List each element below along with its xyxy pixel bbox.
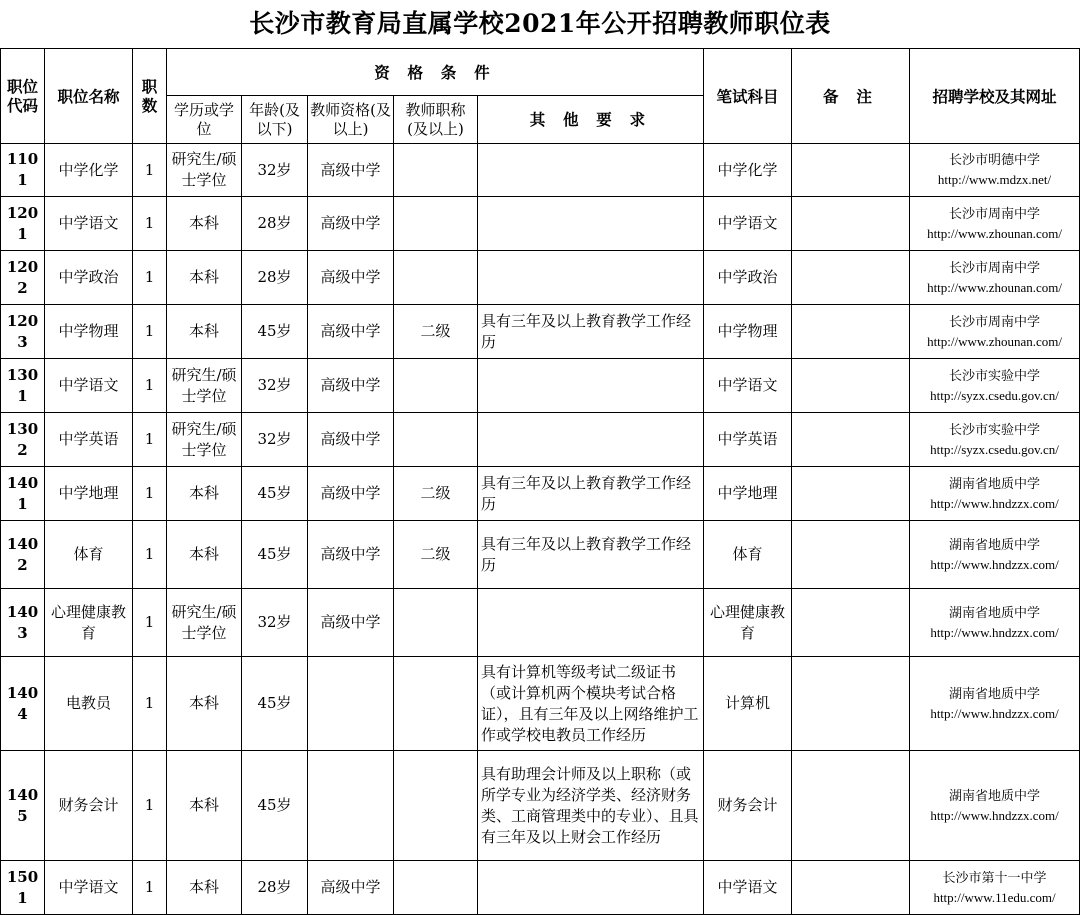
cell-other: [478, 359, 704, 413]
header-qualifications: 资 格 条 件: [167, 49, 704, 96]
cell-certificate: [308, 751, 394, 861]
cell-name: 中学语文: [45, 359, 133, 413]
header-education: 学历或学位: [167, 96, 242, 144]
cell-note: [792, 197, 910, 251]
school-url-link[interactable]: http://www.zhounan.com/: [927, 333, 1062, 349]
cell-note: [792, 413, 910, 467]
table-row: [1, 657, 1080, 751]
cell-certificate: 高级中学: [308, 467, 394, 521]
cell-code: 1405: [1, 751, 45, 861]
cell-note: [792, 751, 910, 861]
cell-exam: 心理健康教育: [704, 589, 792, 657]
school-url-link[interactable]: http://www.hndzzx.com/: [930, 807, 1059, 823]
cell-age: 45岁: [242, 657, 308, 751]
school-name: 长沙市明德中学: [949, 153, 1041, 168]
cell-code: 1404: [1, 657, 45, 751]
cell-school: [910, 413, 1080, 467]
cell-exam: 中学英语: [704, 413, 792, 467]
cell-name: 中学化学: [45, 144, 133, 197]
cell-note: [792, 589, 910, 657]
table-row: [1, 751, 1080, 861]
cell-other: 具有助理会计师及以上职称（或所学专业为经济学类、经济财务类、工商管理类中的专业）、且具有三年及以上财会工作经历: [478, 751, 704, 861]
cell-age: 45岁: [242, 305, 308, 359]
cell-note: [792, 359, 910, 413]
header-title-rank: 教师职称(及以上): [394, 96, 478, 144]
cell-count: 1: [133, 521, 167, 589]
cell-code: 1101: [1, 144, 45, 197]
table-row: [1, 589, 1080, 657]
cell-title-rank: 二级: [394, 305, 478, 359]
cell-age: 45岁: [242, 521, 308, 589]
header-exam: 笔试科目: [704, 49, 792, 144]
cell-name: 中学政治: [45, 251, 133, 305]
cell-exam: 中学地理: [704, 467, 792, 521]
cell-note: [792, 657, 910, 751]
cell-count: 1: [133, 861, 167, 915]
cell-age: 28岁: [242, 861, 308, 915]
cell-certificate: 高级中学: [308, 589, 394, 657]
cell-certificate: [308, 657, 394, 751]
cell-school: [910, 359, 1080, 413]
school-url-link[interactable]: http://www.mdzx.net/: [937, 172, 1052, 187]
header-certificate: 教师资格(及以上): [308, 96, 394, 144]
cell-age: 45岁: [242, 751, 308, 861]
header-count: 职数: [133, 49, 167, 144]
cell-other: [478, 251, 704, 305]
cell-name: 电教员: [45, 657, 133, 751]
cell-age: 32岁: [242, 589, 308, 657]
header-name: 职位名称: [45, 49, 133, 144]
cell-school: [910, 751, 1080, 861]
cell-education: 研究生/硕士学位: [167, 144, 242, 197]
cell-note: [792, 467, 910, 521]
table-body: [1, 144, 1080, 915]
cell-exam: 中学政治: [704, 251, 792, 305]
cell-code: 1201: [1, 197, 45, 251]
cell-education: 研究生/硕士学位: [167, 359, 242, 413]
cell-count: 1: [133, 657, 167, 751]
table-row: [1, 305, 1080, 359]
cell-code: 1203: [1, 305, 45, 359]
table-row: [1, 413, 1080, 467]
cell-education: 本科: [167, 751, 242, 861]
cell-certificate: 高级中学: [308, 197, 394, 251]
cell-count: 1: [133, 413, 167, 467]
cell-certificate: 高级中学: [308, 359, 394, 413]
school-name: 湖南省地质中学: [949, 605, 1041, 621]
cell-certificate: 高级中学: [308, 521, 394, 589]
cell-code: 1302: [1, 413, 45, 467]
cell-exam: 中学化学: [704, 144, 792, 197]
cell-age: 32岁: [242, 144, 308, 197]
cell-other: [478, 861, 704, 915]
cell-education: 研究生/硕士学位: [167, 413, 242, 467]
cell-code: 1403: [1, 589, 45, 657]
cell-other: [478, 413, 704, 467]
cell-age: 45岁: [242, 467, 308, 521]
cell-other: [478, 144, 704, 197]
cell-age: 28岁: [242, 251, 308, 305]
cell-title-rank: [394, 861, 478, 915]
school-name: 长沙市周南中学: [949, 314, 1041, 330]
cell-exam: 中学物理: [704, 305, 792, 359]
school-url-link[interactable]: http://www.zhounan.com/: [927, 279, 1062, 295]
cell-title-rank: [394, 251, 478, 305]
cell-title-rank: [394, 197, 478, 251]
cell-count: 1: [133, 144, 167, 197]
cell-school: [910, 657, 1080, 751]
cell-name: 心理健康教育: [45, 589, 133, 657]
cell-age: 28岁: [242, 197, 308, 251]
table-row: [1, 359, 1080, 413]
cell-certificate: 高级中学: [308, 305, 394, 359]
school-name: 长沙市周南中学: [949, 260, 1041, 276]
school-url-link[interactable]: http://www.hndzzx.com/: [930, 495, 1059, 511]
cell-note: [792, 144, 910, 197]
school-url-link[interactable]: http://www.hndzzx.com/: [930, 624, 1059, 640]
table-row: [1, 467, 1080, 521]
cell-other: [478, 197, 704, 251]
school-url-link[interactable]: http://www.hndzzx.com/: [930, 705, 1059, 721]
school-name: 长沙市实验中学: [949, 422, 1041, 438]
table-row: [1, 251, 1080, 305]
cell-name: 财务会计: [45, 751, 133, 861]
cell-title-rank: [394, 751, 478, 861]
table-row: [1, 521, 1080, 589]
cell-count: 1: [133, 305, 167, 359]
cell-name: 中学语文: [45, 197, 133, 251]
cell-education: 本科: [167, 657, 242, 751]
cell-exam: 中学语文: [704, 359, 792, 413]
cell-certificate: 高级中学: [308, 861, 394, 915]
school-name: 长沙市实验中学: [949, 368, 1041, 384]
cell-code: 1401: [1, 467, 45, 521]
school-url-link[interactable]: http://syzx.csedu.gov.cn/: [930, 387, 1059, 403]
cell-title-rank: [394, 359, 478, 413]
cell-school: [910, 305, 1080, 359]
cell-count: 1: [133, 751, 167, 861]
cell-other: 具有三年及以上教育教学工作经历: [478, 467, 704, 521]
school-name: 湖南省地质中学: [949, 476, 1041, 492]
cell-other: 具有计算机等级考试二级证书（或计算机两个模块考试合格证），且有三年及以上网络维护工作或学校电教员工作经历: [478, 657, 704, 751]
cell-school: [910, 197, 1080, 251]
cell-count: 1: [133, 359, 167, 413]
cell-title-rank: 二级: [394, 467, 478, 521]
cell-education: 本科: [167, 197, 242, 251]
header-other: 其 他 要 求: [478, 96, 704, 144]
cell-exam: 体育: [704, 521, 792, 589]
school-url-link[interactable]: http://www.zhounan.com/: [927, 225, 1062, 241]
cell-code: 1301: [1, 359, 45, 413]
cell-code: 1202: [1, 251, 45, 305]
cell-title-rank: [394, 657, 478, 751]
table-header: [1, 49, 1080, 144]
school-url-link[interactable]: http://www.11edu.com/: [933, 889, 1056, 905]
cell-education: 本科: [167, 467, 242, 521]
cell-school: [910, 521, 1080, 589]
cell-exam: 财务会计: [704, 751, 792, 861]
cell-count: 1: [133, 589, 167, 657]
school-name: 湖南省地质中学: [949, 788, 1041, 804]
cell-education: 本科: [167, 521, 242, 589]
cell-title-rank: [394, 589, 478, 657]
cell-education: 本科: [167, 305, 242, 359]
cell-school: [910, 467, 1080, 521]
cell-other: 具有三年及以上教育教学工作经历: [478, 521, 704, 589]
cell-title-rank: [394, 144, 478, 197]
cell-school: [910, 144, 1080, 197]
cell-age: 32岁: [242, 359, 308, 413]
cell-note: [792, 521, 910, 589]
cell-certificate: 高级中学: [308, 251, 394, 305]
cell-school: [910, 861, 1080, 915]
cell-name: 中学语文: [45, 861, 133, 915]
cell-other: [478, 589, 704, 657]
cell-name: 体育: [45, 521, 133, 589]
cell-other: 具有三年及以上教育教学工作经历: [478, 305, 704, 359]
cell-note: [792, 251, 910, 305]
cell-exam: 中学语文: [704, 861, 792, 915]
cell-exam: 中学语文: [704, 197, 792, 251]
cell-education: 本科: [167, 251, 242, 305]
cell-note: [792, 305, 910, 359]
cell-age: 32岁: [242, 413, 308, 467]
cell-education: 本科: [167, 861, 242, 915]
cell-school: [910, 251, 1080, 305]
cell-school: [910, 589, 1080, 657]
header-code: 职位代码: [1, 49, 45, 144]
school-name: 湖南省地质中学: [949, 686, 1041, 702]
cell-education: 研究生/硕士学位: [167, 589, 242, 657]
cell-certificate: 高级中学: [308, 144, 394, 197]
cell-name: 中学物理: [45, 305, 133, 359]
table-row: [1, 197, 1080, 251]
school-name: 湖南省地质中学: [949, 537, 1041, 553]
cell-count: 1: [133, 251, 167, 305]
positions-table: [0, 48, 1080, 915]
header-note: 备 注: [792, 49, 910, 144]
cell-name: 中学英语: [45, 413, 133, 467]
school-name: 长沙市周南中学: [949, 206, 1041, 222]
cell-note: [792, 861, 910, 915]
cell-certificate: 高级中学: [308, 413, 394, 467]
cell-count: 1: [133, 197, 167, 251]
cell-title-rank: [394, 413, 478, 467]
header-school: 招聘学校及其网址: [910, 49, 1080, 144]
cell-title-rank: 二级: [394, 521, 478, 589]
cell-code: 1501: [1, 861, 45, 915]
cell-exam: 计算机: [704, 657, 792, 751]
cell-code: 1402: [1, 521, 45, 589]
header-age: 年龄(及以下): [242, 96, 308, 144]
page-title: 长沙市教育局直属学校2021年公开招聘教师职位表: [249, 9, 831, 38]
cell-name: 中学地理: [45, 467, 133, 521]
school-url-link[interactable]: http://syzx.csedu.gov.cn/: [930, 441, 1059, 457]
table-row: [1, 144, 1080, 197]
school-name: 长沙市第十一中学: [942, 870, 1047, 886]
table-row: [1, 861, 1080, 915]
cell-count: 1: [133, 467, 167, 521]
school-url-link[interactable]: http://www.hndzzx.com/: [930, 556, 1059, 572]
